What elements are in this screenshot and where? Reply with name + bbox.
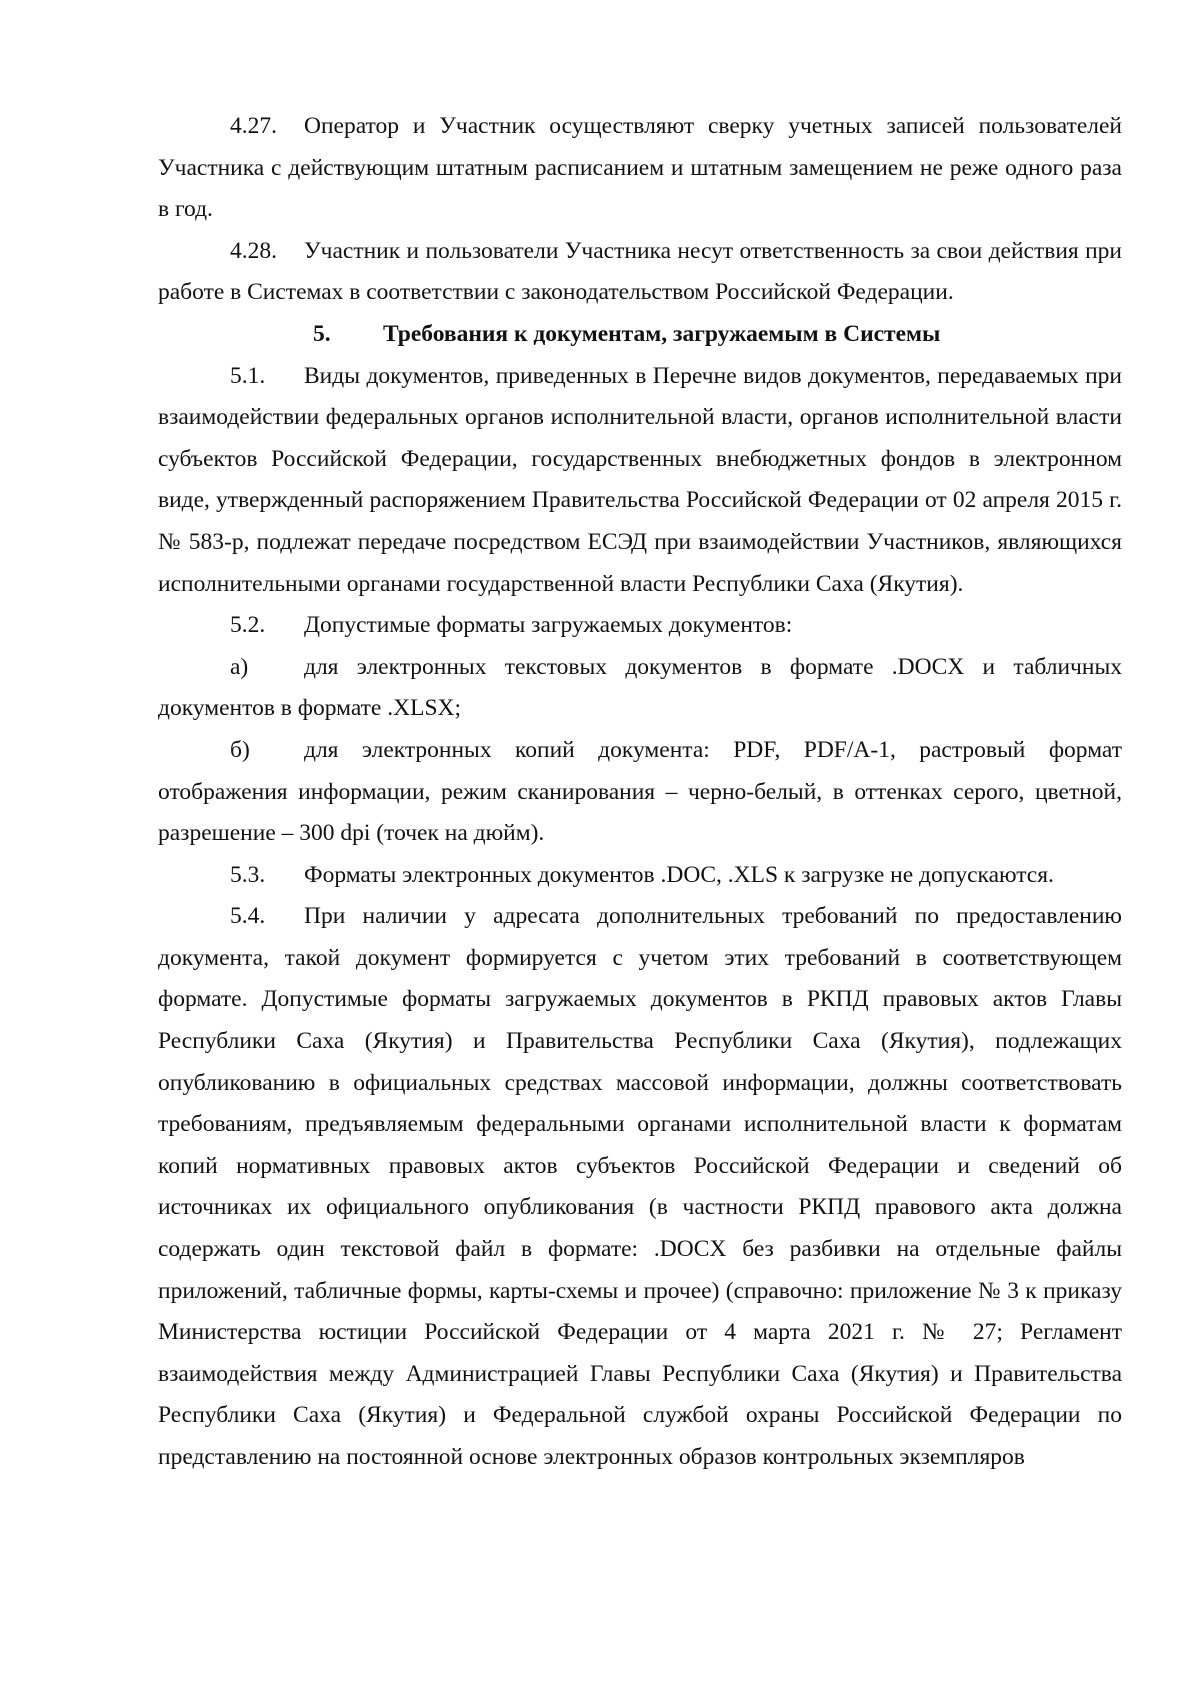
paragraph-text: Допустимые форматы загружаемых документов: bbox=[304, 612, 793, 639]
paragraph-text: для электронных копий документа: PDF, PDF/A-1, растровый формат отображения информации, режим сканирования – черно-белый, в оттенках серого, цветной, разрешение – 300 dpi (точек на дюйм). bbox=[158, 736, 1122, 847]
paragraph-number: 5.2. bbox=[230, 612, 266, 639]
paragraph-text: Форматы электронных документов .DOC, .XLS к загрузке не допускаются. bbox=[304, 861, 1054, 888]
list-marker: б) bbox=[230, 736, 250, 763]
section-title: Требования к документам, загружаемым в Системы bbox=[383, 320, 941, 347]
paragraph-5-2 bbox=[158, 605, 1122, 647]
paragraph-number: 5.4. bbox=[230, 903, 266, 930]
document-page bbox=[158, 106, 1122, 1479]
paragraph-5-2-a bbox=[158, 647, 1122, 730]
paragraph-5-3 bbox=[158, 855, 1122, 897]
paragraph-text: Виды документов, приведенных в Перечне видов документов, передаваемых при взаимодействии федеральных органов исполнительной власти, органов исполнительной власти субъектов Российской Федерации, государственных внебюджетных фондов в электронном виде, утвержденный распоряжением Правительства Российской Федерации от 02 апреля 2015 г. № 583-р, подлежат передаче посредством ЕСЭД при взаимодействии Участников, являющихся исполнительными органами государственной власти Республики Саха (Якутия). bbox=[158, 362, 1122, 597]
paragraph-5-2-b bbox=[158, 730, 1122, 855]
paragraph-text: Оператор и Участник осуществляют сверку учетных записей пользователей Участника с действующим штатным расписанием и штатным замещением не реже одного раза в год. bbox=[158, 113, 1122, 223]
paragraph-5-1 bbox=[158, 356, 1122, 606]
paragraph-number: 4.28. bbox=[230, 237, 277, 264]
section-heading bbox=[158, 314, 1122, 356]
paragraph-text: При наличии у адресата дополнительных требований по предоставлению документа, такой документ формируется с учетом этих требований в соответствующем формате. Допустимые форматы загружаемых документов в РКПД правовых актов Главы Республики Саха (Якутия) и Правительства Республики Саха (Якутия), подлежащих опубликованию в официальных средствах массовой информации, должны соответствовать требованиям, предъявляемым федеральными органами исполнительной власти к форматам копий нормативных правовых актов субъектов Российской Федерации и сведений об источниках их официального опубликования (в частности РКПД правового акта должна содержать один текстовой файл в формате: .DOCX без разбивки на отдельные файлы приложений, табличные формы, карты-схемы и прочее) (справочно: приложение № 3 к приказу Министерства юстиции Российской Федерации от 4 марта 2021 г. № 27; Регламент взаимодействия между Администрацией Главы Республики Саха (Якутия) и Правительства Республики Саха (Якутия) и Федеральной службой охраны Российской Федерации по представлению на постоянной основе электронных образов контрольных экземпляров bbox=[158, 903, 1122, 1470]
paragraph-text: для электронных текстовых документов в формате .DOCX и табличных документов в формате .XLSX; bbox=[158, 653, 1122, 722]
section-number: 5. bbox=[313, 320, 331, 347]
paragraph-4-27 bbox=[158, 106, 1122, 231]
list-marker: а) bbox=[230, 653, 249, 680]
paragraph-number: 5.3. bbox=[230, 861, 266, 888]
paragraph-text: Участник и пользователи Участника несут ответственность за свои действия при работе в Системах в соответствии с законодательством Российской Федерации. bbox=[158, 237, 1122, 306]
paragraph-5-4 bbox=[158, 896, 1122, 1478]
paragraph-number: 4.27. bbox=[230, 113, 277, 139]
paragraph-4-28 bbox=[158, 231, 1122, 314]
paragraph-number: 5.1. bbox=[230, 362, 266, 389]
